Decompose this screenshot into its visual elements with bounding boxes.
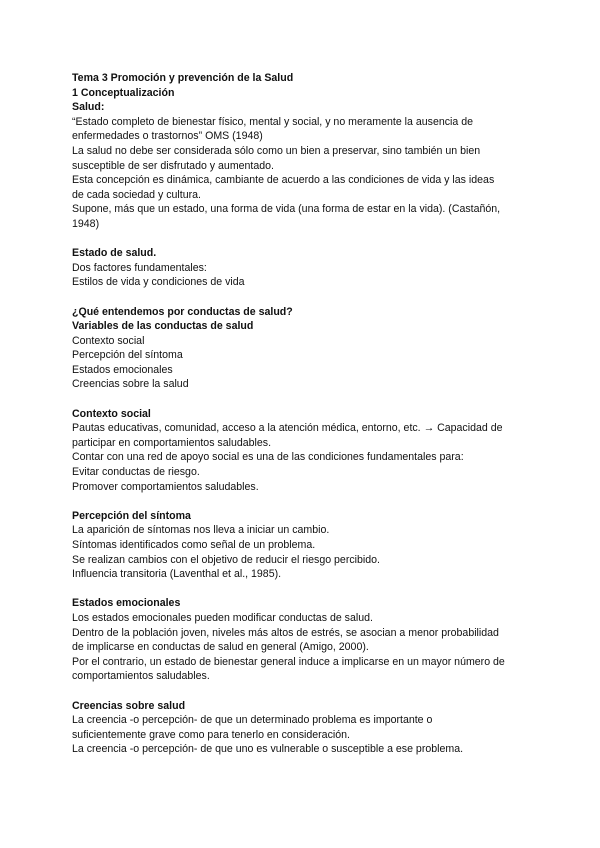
contexto-line: Evitar conductas de riesgo. — [72, 466, 200, 479]
salud-line: de cada sociedad y cultura. — [72, 188, 201, 201]
emocionales-line: de implicarse en conductas de salud en general (Amigo, 2000). — [72, 641, 369, 654]
spacer — [72, 582, 540, 597]
variable-item: Estados emocionales — [72, 363, 173, 376]
variable-item: Contexto social — [72, 334, 145, 347]
heading-estados-emocionales: Estados emocionales — [72, 597, 181, 610]
section-title-conceptualizacion: 1 Conceptualización — [72, 86, 175, 99]
variable-item: Creencias sobre la salud — [72, 378, 189, 391]
heading-salud: Salud: — [72, 101, 105, 114]
percepcion-line: Influencia transitoria (Laventhal et al., 1985). — [72, 568, 282, 581]
percepcion-line: Síntomas identificados como señal de un problema. — [72, 539, 316, 551]
salud-line: Esta concepción es dinámica, cambiante de acuerdo a las condiciones de vida y las ideas — [72, 174, 495, 187]
salud-line: “Estado completo de bienestar físico, mental y social, y no meramente la ausencia de — [72, 115, 474, 128]
heading-estado-de-salud: Estado de salud. — [72, 247, 157, 260]
emocionales-line: comportamientos saludables. — [72, 670, 210, 683]
heading-percepcion: Percepción del síntoma — [72, 509, 191, 522]
creencias-line: La creencia -o percepción- de que uno es vulnerable o susceptible a ese problema. — [72, 743, 464, 756]
percepcion-line: La aparición de síntomas nos lleva a iniciar un cambio. — [72, 524, 330, 537]
spacer — [72, 684, 540, 699]
variable-item: Percepción del síntoma — [72, 349, 183, 362]
estado-line: Estilos de vida y condiciones de vida — [72, 276, 245, 289]
heading-conductas: ¿Qué entendemos por conductas de salud? — [72, 305, 293, 318]
salud-line: Supone, más que un estado, una forma de vida (una forma de estar en la vida). (Castañón, — [72, 203, 501, 216]
spacer — [72, 290, 540, 305]
contexto-line: Pautas educativas, comunidad, acceso a la atención médica, entorno, etc. → Capacidad de — [72, 422, 503, 435]
emocionales-line: Por el contrario, un estado de bienestar general induce a implicarse en un mayor número de — [72, 655, 505, 668]
salud-line: susceptible de ser disfrutado y aumentado. — [72, 159, 274, 172]
spacer — [72, 494, 540, 509]
spacer — [72, 392, 540, 407]
spacer — [72, 232, 540, 247]
salud-line: enfermedades o trastornos” OMS (1948) — [72, 130, 263, 143]
creencias-line: suficientemente grave como para tenerlo en consideración. — [72, 728, 350, 741]
contexto-line: Contar con una red de apoyo social es una de las condiciones fundamentales para: — [72, 451, 464, 464]
salud-line: La salud no debe ser considerada sólo como un bien a preservar, sino también un bien — [72, 144, 481, 157]
estado-line: Dos factores fundamentales: — [72, 261, 207, 274]
emocionales-line: Dentro de la población joven, niveles más altos de estrés, se asocian a menor probabilidad — [72, 626, 499, 639]
subheading-variables: Variables de las conductas de salud — [72, 320, 254, 333]
emocionales-line: Los estados emocionales pueden modificar conductas de salud. — [72, 611, 373, 624]
percepcion-line: Se realizan cambios con el objetivo de reducir el riesgo percibido. — [72, 553, 380, 566]
contexto-line: Promover comportamientos saludables. — [72, 480, 259, 493]
heading-contexto-social: Contexto social — [72, 407, 151, 420]
document-title: Tema 3 Promoción y prevención de la Salud — [72, 72, 294, 84]
creencias-line: La creencia -o percepción- de que un determinado problema es importante o — [72, 714, 433, 727]
heading-creencias: Creencias sobre salud — [72, 699, 186, 712]
contexto-line: participar en comportamientos saludables. — [72, 436, 272, 449]
salud-line: 1948) — [72, 217, 100, 230]
